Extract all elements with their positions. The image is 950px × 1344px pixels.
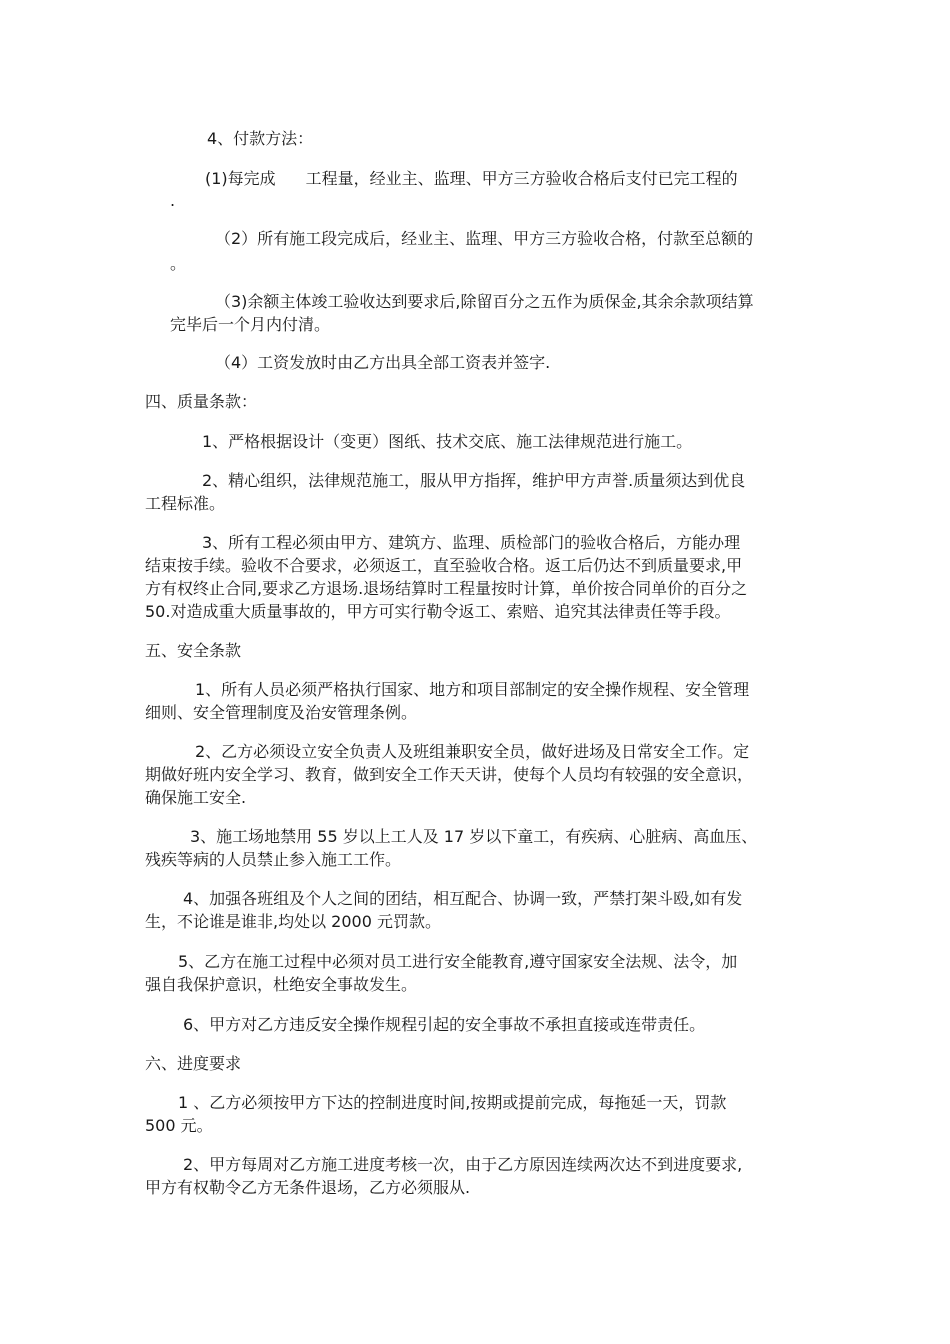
quality-clause-3-line1: 3、所有工程必须由甲方、建筑方、监理、质检部门的验收合格后，方能办理 (202, 533, 741, 552)
quality-clause-3-line3: 方有权终止合同,要求乙方退场.退场结算时工程量按时计算，单价按合同单价的百分之 (145, 579, 748, 598)
safety-clause-3-line2: 残疾等病的人员禁止参入施工工作。 (145, 850, 402, 869)
safety-clause-5-line1: 5、乙方在施工过程中必须对员工进行安全能教育,遵守国家安全法规、法令，加 (178, 952, 738, 971)
progress-clause-2-line2: 甲方有权勒令乙方无条件退场，乙方必须服从. (145, 1178, 471, 1197)
progress-clause-2-line1: 2、甲方每周对乙方施工进度考核一次，由于乙方原因连续两次达不到进度要求, (183, 1155, 743, 1174)
quality-clause-1: 1、严格根据设计（变更）图纸、技术交底、施工法律规范进行施工。 (202, 432, 693, 451)
progress-heading: 六、进度要求 (145, 1054, 242, 1073)
safety-clause-2-line3: 确保施工安全. (145, 788, 247, 807)
progress-clause-1-line1: 1 、乙方必须按甲方下达的控制进度时间,按期或提前完成，每拖延一天，罚款 (178, 1093, 727, 1112)
safety-clause-1-line2: 细则、安全管理制度及治安管理条例。 (145, 703, 418, 722)
payment-item-1-tail: . (170, 191, 176, 210)
safety-clause-5-line2: 强自我保护意识，杜绝安全事故发生。 (145, 975, 418, 994)
quality-heading: 四、质量条款： (145, 392, 258, 411)
safety-clause-4-line1: 4、加强各班组及个人之间的团结，相互配合、协调一致，严禁打架斗殴,如有发 (183, 889, 743, 908)
quality-clause-3-line4: 50.对造成重大质量事故的，甲方可实行勒令返工、索赔、追究其法律责任等手段。 (145, 602, 731, 621)
safety-clause-6: 6、甲方对乙方违反安全操作规程引起的安全事故不承担直接或连带责任。 (183, 1015, 706, 1034)
payment-item-1-prefix: (1)每完成 (205, 169, 276, 188)
payment-item-2: （2）所有施工段完成后，经业主、监理、甲方三方验收合格，付款至总额的 (215, 229, 754, 248)
payment-title: 4、付款方法： (207, 129, 314, 148)
quality-clause-2-line1: 2、精心组织，法律规范施工，服从甲方指挥，维护甲方声誉.质量须达到优良 (202, 471, 746, 490)
quality-clause-2-line2: 工程标准。 (145, 494, 226, 513)
safety-clause-2-line1: 2、乙方必须设立安全负责人及班组兼职安全员，做好进场及日常安全工作。定 (195, 742, 750, 761)
safety-clause-2-line2: 期做好班内安全学习、教育，做到安全工作天天讲，使每个人员均有较强的安全意识， (145, 765, 754, 784)
safety-clause-3-line1: 3、施工场地禁用 55 岁以上工人及 17 岁以下童工，有疾病、心脏病、高血压、 (190, 827, 758, 846)
safety-clause-1-line1: 1、所有人员必须严格执行国家、地方和项目部制定的安全操作规程、安全管理 (195, 680, 750, 699)
payment-item-1-text: 工程量，经业主、监理、甲方三方验收合格后支付已完工程的 (305, 169, 738, 188)
payment-item-1 (205, 167, 805, 190)
safety-clause-4-line2: 生，不论谁是谁非,均处以 2000 元罚款。 (145, 912, 441, 931)
payment-item-3-line2: 完毕后一个月内付清。 (170, 315, 331, 334)
payment-item-4: （4）工资发放时由乙方出具全部工资表并签字. (215, 353, 551, 372)
progress-clause-1-line2: 500 元。 (145, 1116, 213, 1135)
safety-heading: 五、安全条款 (145, 641, 242, 660)
quality-clause-3-line2: 结束按手续。验收不合要求，必须返工，直至验收合格。返工后仍达不到质量要求,甲 (145, 556, 743, 575)
payment-item-3-line1: （3)余额主体竣工验收达到要求后,除留百分之五作为质保金,其余余款项结算 (215, 292, 754, 311)
payment-item-2-tail: 。 (170, 254, 187, 273)
